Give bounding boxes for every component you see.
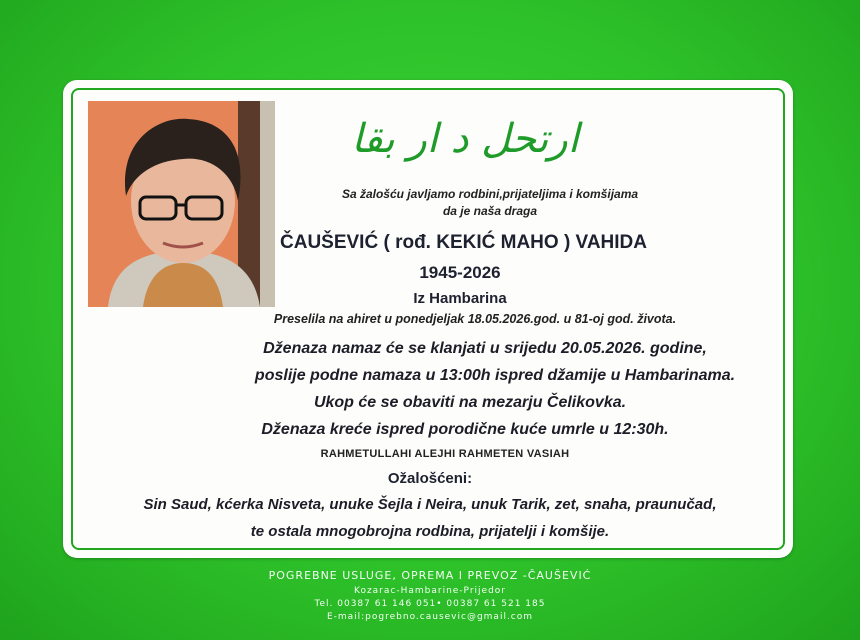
footer-phone: Tel. 00387 61 146 051• 00387 61 521 185 — [314, 599, 546, 609]
procession-line: Dženaza kreće ispred porodične kuće umrle u 12:30h. — [261, 421, 669, 438]
burial-line: Ukop će se obaviti na mezarju Čelikovka. — [313, 394, 627, 411]
prayer-text: RAHMETULLAHI ALEJHI RAHMETEN VASIAH — [320, 448, 570, 460]
footer-email: E-mail:pogrebno.causevic@gmail.com — [326, 612, 534, 622]
funeral-line-1: Dženaza namaz će se klanjati u srijedu 20.05.2026. godine, — [263, 340, 707, 357]
hometown: Iz Hambarina — [413, 290, 507, 307]
footer-company: POGREBNE USLUGE, OPREMA I PREVOZ -ČAUŠEVIĆ — [268, 569, 592, 582]
portrait-photo — [88, 101, 275, 307]
passing-date: Preselila na ahiret u ponedjeljak 18.05.2026.god. u 81-oj god. života. — [273, 312, 677, 326]
portrait-illustration — [88, 101, 275, 307]
funeral-line-2: poslije podne namaza u 13:00h ispred džamije u Hambarinama. — [254, 367, 736, 384]
mourners-line-1: Sin Saud, kćerka Nisveta, unuke Šejla i Neira, unuk Tarik, zet, snaha, praunučad, — [143, 496, 717, 513]
mourners-line-2: te ostala mnogobrojna rodbina, prijatelji i komšije. — [250, 523, 610, 540]
deceased-name: ČAUŠEVIĆ ( rođ. KEKIĆ MAHO ) VAHIDA — [280, 232, 647, 253]
intro-line-2: da je naša draga — [442, 204, 538, 218]
mourners-title: Ožalošćeni: — [387, 470, 473, 487]
footer-address: Kozarac-Hambarine-Prijedor — [353, 586, 506, 596]
life-years: 1945-2026 — [419, 263, 501, 282]
intro-line-1: Sa žalošću javljamo rodbini,prijateljima i komšijama — [341, 187, 639, 201]
arabic-calligraphy: ارتحل د ار بقا — [351, 116, 579, 162]
